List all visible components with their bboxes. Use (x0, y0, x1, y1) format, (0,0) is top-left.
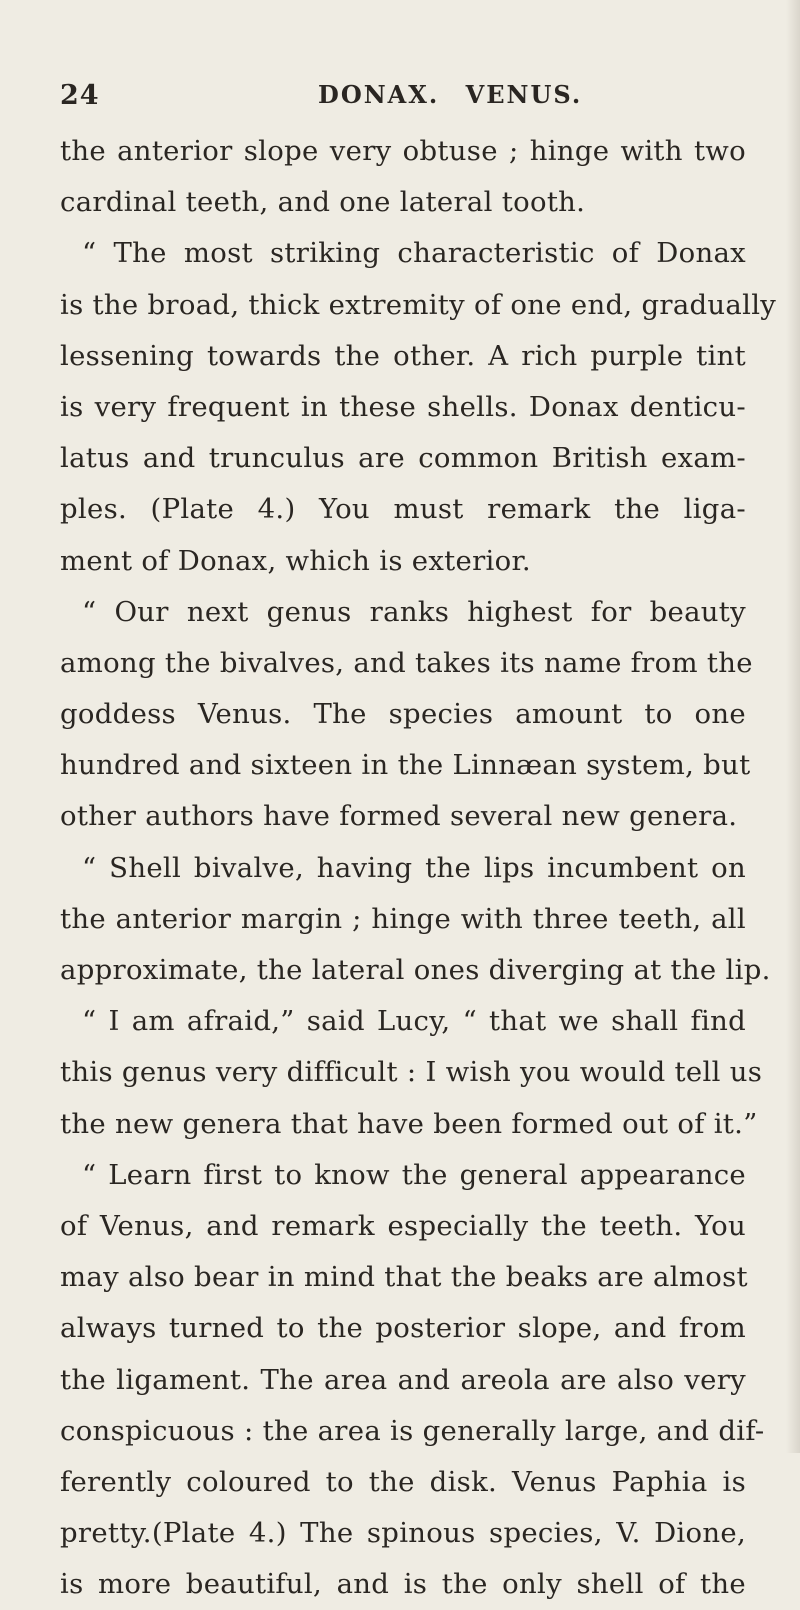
text-line: conspicuous : the area is generally large, and dif- (60, 1414, 765, 1447)
text-line: “ I am afraid,” said Lucy, “ that we shall find (82, 1005, 746, 1038)
text-line: among the bivalves, and takes its name from the (60, 646, 753, 679)
text-line: pretty.(Plate 4.) The spinous species, V. Dione, (60, 1517, 746, 1550)
text-line: is more beautiful, and is the only shell of the (60, 1568, 746, 1601)
text-line: is the broad, thick extremity of one end, gradually (60, 288, 777, 321)
text-line: “ Our next genus ranks highest for beauty (82, 595, 746, 628)
text-line: this genus very difficult : I wish you would tell us (60, 1056, 763, 1089)
page-number: 24 (60, 80, 100, 111)
text-line: may also bear in mind that the beaks are almost (60, 1261, 748, 1294)
text-line: approximate, the lateral ones diverging at the lip. (60, 954, 771, 986)
text-line: always turned to the posterior slope, and from (60, 1312, 746, 1345)
text-line: lessening towards the other. A rich purple tint (60, 339, 746, 372)
text-line: ment of Donax, which is exterior. (60, 544, 531, 577)
text-line: the anterior margin ; hinge with three teeth, all (60, 902, 746, 935)
page-edge-shadow (786, 0, 800, 1453)
text-line: cardinal teeth, and one lateral tooth. (60, 186, 586, 219)
text-line: ferently coloured to the disk. Venus Paphia is (60, 1465, 746, 1498)
text-line: other authors have formed several new genera. (60, 800, 738, 833)
text-line: “ The most striking characteristic of Donax (82, 237, 746, 270)
text-line: the ligament. The area and areola are also very (60, 1363, 746, 1396)
text-line: hundred and sixteen in the Linnæan system, but (60, 749, 751, 782)
text-line: the anterior slope very obtuse ; hinge with two (60, 135, 746, 167)
text-line: “ Learn first to know the general appearance (82, 1158, 746, 1191)
text-line: latus and trunculus are common British exam- (60, 442, 746, 475)
body-text (60, 126, 777, 1610)
text-line: goddess Venus. The species amount to one (60, 698, 746, 731)
text-line: “ Shell bivalve, having the lips incumbent on (82, 851, 746, 884)
text-line: is very frequent in these shells. Donax denticu- (60, 390, 746, 423)
text-line: ples. (Plate 4.) You must remark the liga- (60, 493, 746, 526)
running-head: DONAX. VENUS. (318, 80, 583, 109)
text-line: of Venus, and remark especially the teeth. You (60, 1209, 746, 1242)
text-line: the new genera that have been formed out of it.” (60, 1107, 758, 1140)
